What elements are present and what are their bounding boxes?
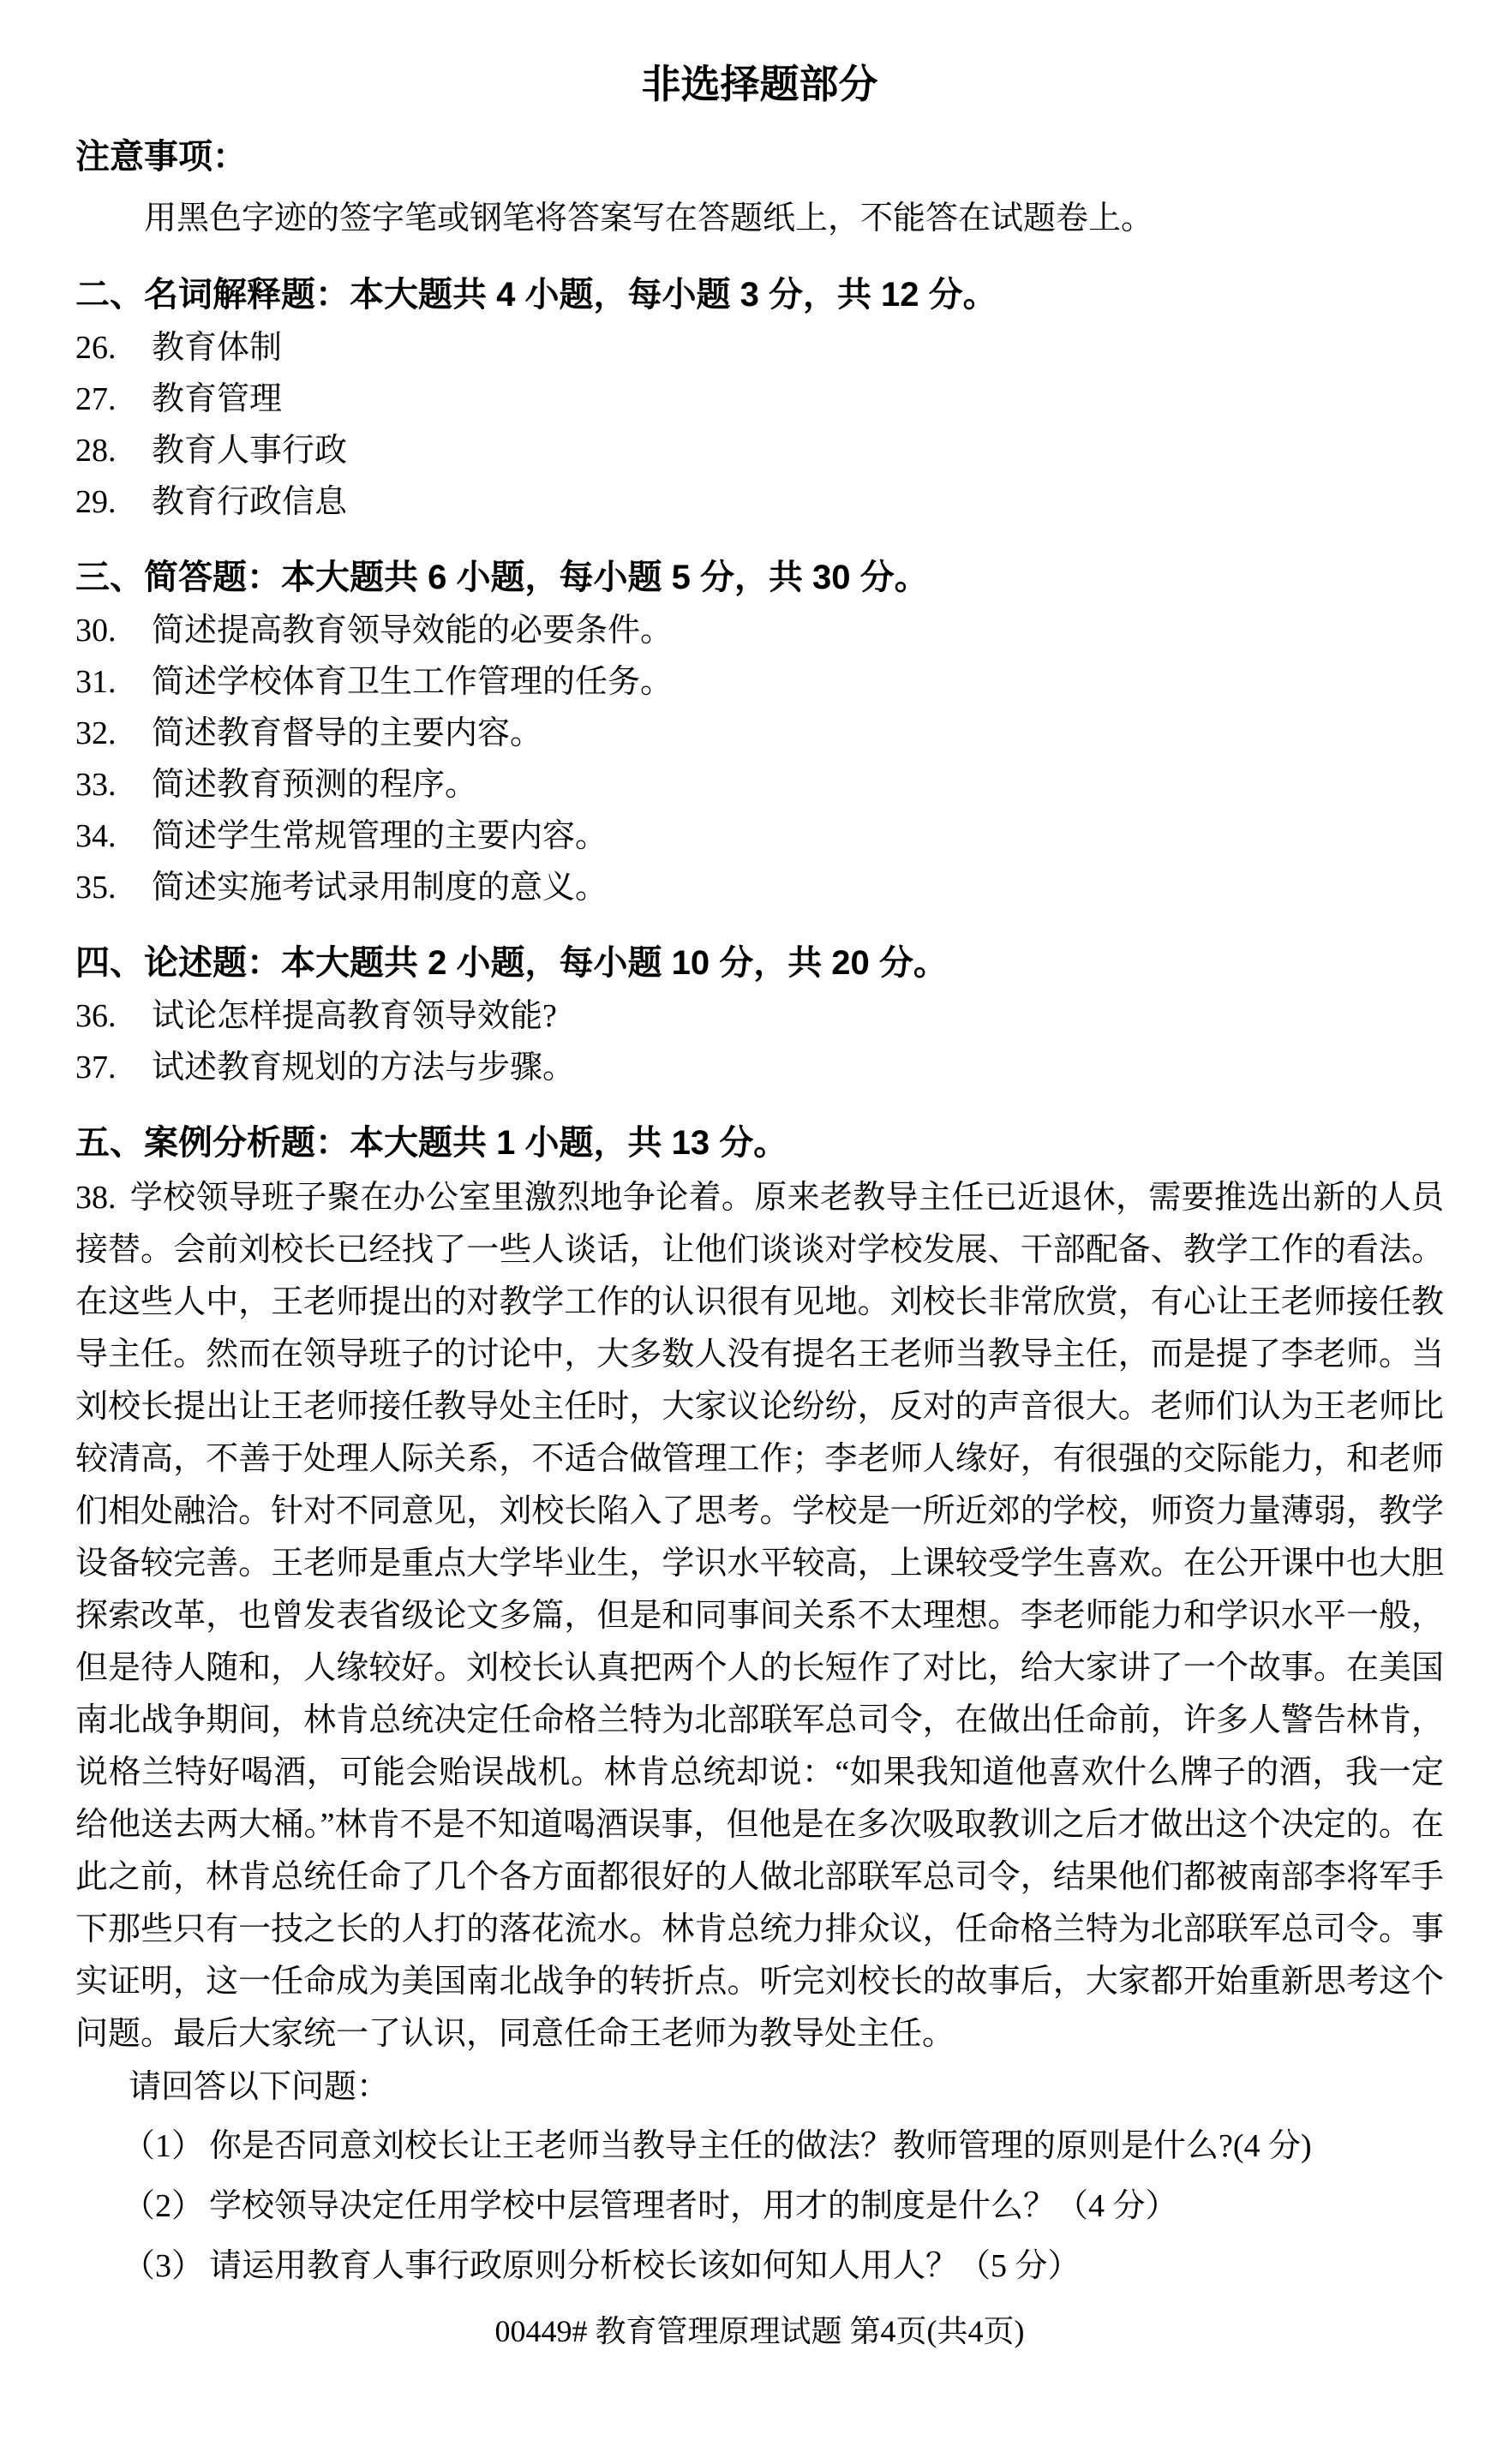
question-number: 29.: [75, 484, 117, 520]
question-number: 34.: [75, 818, 117, 854]
question-item: [75, 1042, 1444, 1093]
sub-question: [75, 2179, 1444, 2234]
sub-question-text: 请运用教育人事行政原则分析校长该如何知人用人？（5 分）: [209, 2248, 1081, 2284]
sub-question: [75, 2239, 1444, 2294]
section-heading-essay: 四、论述题：本大题共 2 小题，每小题 10 分，共 20 分。: [75, 944, 948, 982]
notice-label: 注意事项：: [75, 138, 247, 176]
question-number: 35.: [75, 870, 117, 906]
question-item: [75, 322, 1444, 374]
case-paragraph: [75, 1172, 1444, 2060]
sub-question: [75, 2119, 1444, 2174]
question-item: [75, 605, 1444, 656]
question-text: 简述教育督导的主要内容。: [152, 715, 543, 751]
question-number: 33.: [75, 767, 117, 803]
page-title: 非选择题部分: [641, 62, 878, 106]
question-text: 试论怎样提高教育领导效能?: [152, 998, 557, 1034]
notice-text: 用黑色字迹的签字笔或钢笔将答案写在答题纸上，不能答在试题卷上。: [144, 200, 1154, 236]
sub-question-text: 学校领导决定任用学校中层管理者时，用才的制度是什么？（4 分）: [209, 2188, 1178, 2224]
question-text: 简述提高教育领导效能的必要条件。: [152, 613, 674, 649]
question-number: 36.: [75, 998, 117, 1034]
question-text: 教育管理: [152, 381, 283, 417]
section-heading-short-answer: 三、简答题：本大题共 6 小题，每小题 5 分，共 30 分。: [75, 559, 929, 596]
question-text: 教育体制: [152, 330, 283, 366]
question-item: [75, 476, 1444, 528]
question-text: 简述学校体育卫生工作管理的任务。: [152, 664, 674, 700]
sub-question-number: （2）: [123, 2188, 205, 2224]
question-item: [75, 656, 1444, 708]
question-number: 31.: [75, 664, 117, 700]
sub-question-number: （1）: [123, 2128, 205, 2164]
question-item: [75, 810, 1444, 862]
case-question-number: 38.: [75, 1180, 117, 1216]
page-footer: 00449# 教育管理原理试题 第4页(共4页): [494, 2314, 1025, 2348]
question-number: 32.: [75, 715, 117, 751]
question-item: [75, 708, 1444, 759]
question-text: 试述教育规划的方法与步骤。: [152, 1050, 576, 1085]
section-heading-glossary: 二、名词解释题：本大题共 4 小题，每小题 3 分，共 12 分。: [75, 276, 997, 314]
question-text: 教育行政信息: [152, 484, 348, 520]
question-number: 27.: [75, 381, 117, 417]
case-answer-prompt: 请回答以下问题：: [129, 2069, 390, 2105]
question-item: [75, 374, 1444, 425]
question-text: 简述学生常规管理的主要内容。: [152, 818, 608, 854]
question-text: 教育人事行政: [152, 433, 348, 469]
question-text: 简述教育预测的程序。: [152, 767, 478, 803]
question-item: [75, 990, 1444, 1042]
question-item: [75, 425, 1444, 476]
sub-question-number: （3）: [123, 2248, 205, 2284]
question-number: 26.: [75, 330, 117, 366]
question-number: 28.: [75, 433, 117, 469]
question-text: 简述实施考试录用制度的意义。: [152, 870, 608, 906]
question-item: [75, 759, 1444, 810]
question-number: 37.: [75, 1050, 117, 1085]
sub-question-text: 你是否同意刘校长让王老师当教导主任的做法？教师管理的原则是什么?(4 分): [209, 2128, 1312, 2164]
case-body-text: 学校领导班子聚在办公室里激烈地争论着。原来老教导主任已近退休，需要推选出新的人员接替。会前刘校长已经找了一些人谈话，让他们谈谈对学校发展、干部配备、教学工作的看法。在这些人中，王老师提出的对教学工作的认识很有见地。刘校长非常欣赏，有心让王老师接任教导主任。然而在领导班子的讨论中，大多数人没有提名王老师当教导主任，而是提了李老师。当刘校长提出让王老师接任教导处主任时，大家议论纷纷，反对的声音很大。老师们认为王老师比较清高，不善于处理人际关系，不适合做管理工作；李老师人缘好，有很强的交际能力，和老师们相处融洽。针对不同意见，刘校长陷入了思考。学校是一所近郊的学校，师资力量薄弱，教学设备较完善。王老师是重点大学毕业生，学识水平较高，上课较受学生喜欢。在公开课中也大胆探索改革，也曾发表省级论文多篇，但是和同事间关系不太理想。李老师能力和学识水平一般，但是待人随和，人缘较好。刘校长认真把两个人的长短作了对比，给大家讲了一个故事。在美国南北战争期间，林肯总统决定任命格兰特为北部联军总司令，在做出任命前，许多人警告林肯，说格兰特好喝酒，可能会贻误战机。林肯总统却说：“如果我知道他喜欢什么牌子的酒，我一定给他送去两大桶。”林肯不是不知道喝酒误事，但他是在多次吸取教训之后才做出这个决定的。在此之前，林肯总统任命了几个各方面都很好的人做北部联军总司令，结果他们都被南部李将军手下那些只有一技之长的人打的落花流水。林肯总统力排众议，任命格兰特为北部联军总司令。事实证明，这一任命成为美国南北战争的转折点。听完刘校长的故事后，大家都开始重新思考这个问题。最后大家统一了认识，同意任命王老师为教导处主任。: [75, 1180, 1444, 2052]
question-number: 30.: [75, 613, 117, 649]
section-heading-case-analysis: 五、案例分析题：本大题共 1 小题，共 13 分。: [75, 1124, 788, 1162]
question-item: [75, 862, 1444, 913]
